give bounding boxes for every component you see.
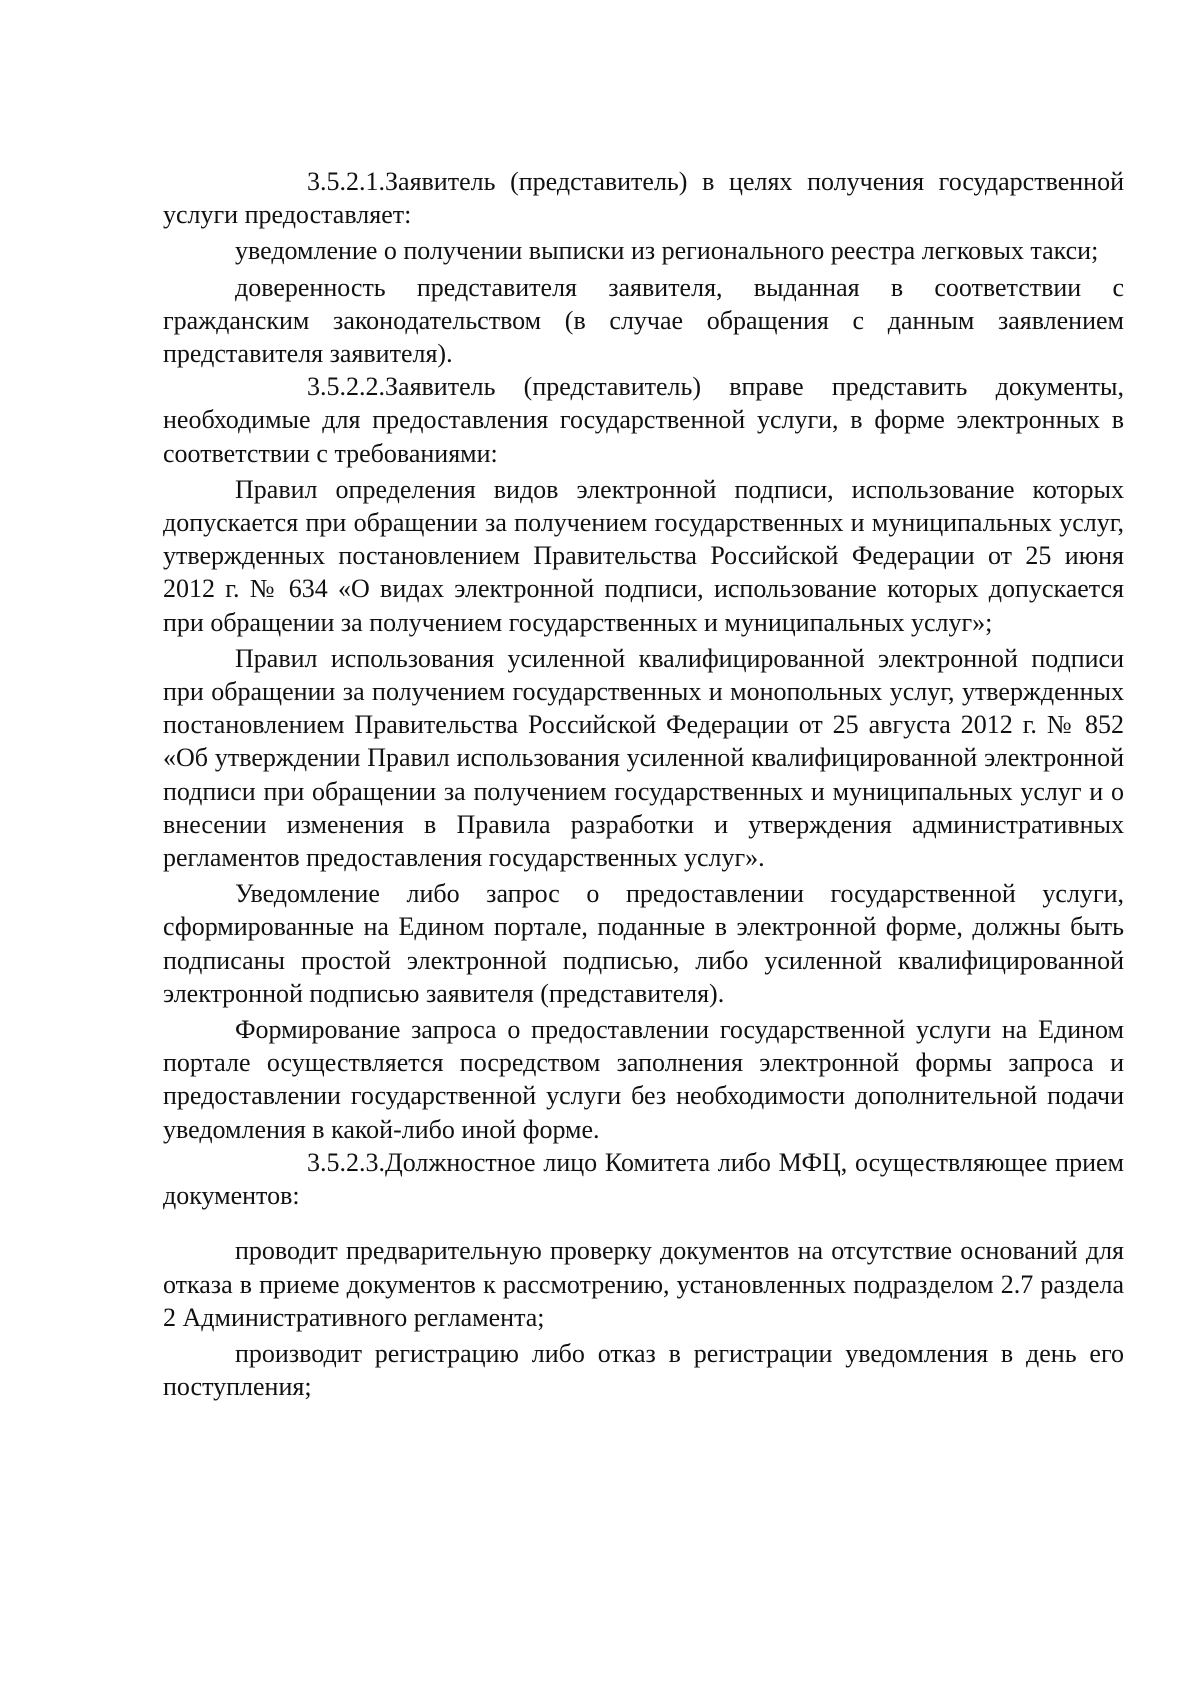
list-item-notification bbox=[163, 234, 1124, 267]
paragraph-3-5-2-2 bbox=[163, 370, 1124, 470]
list-item-rules-signature-types bbox=[163, 473, 1124, 639]
paragraph-text: Правил использования усиленной квалифицированной электронной подписи при обращении за получением государственных и монопольных услуг, утвержденных постановлением Правительства Российской Федерации от 25 августа 2012 г. № 852 «Об утверждении Правил использования усиленной квалифицированной электронной подписи при обращении за получением государственных и муниципальных услуг и о внесении изменения в Правила разработки и утверждения административных регламентов предоставления государственных услуг». bbox=[163, 643, 1124, 873]
paragraph-3-5-2-3 bbox=[163, 1146, 1124, 1212]
paragraph-text: проводит предварительную проверку документов на отсутствие оснований для отказа в приеме документов к рассмотрению, установленных подразделом 2.7 раздела 2 Административного регламента; bbox=[163, 1236, 1124, 1332]
paragraph-text: производит регистрацию либо отказ в регистрации уведомления в день его поступления; bbox=[163, 1338, 1124, 1402]
paragraph-text: Заявитель (представитель) в целях получения государственной услуги предоставляет: bbox=[163, 167, 1124, 230]
paragraph-3-5-2-1 bbox=[163, 165, 1124, 231]
paragraph-text: Должностное лицо Комитета либо МФЦ, осуществляющее прием документов: bbox=[163, 1147, 1124, 1211]
paragraph-request-forming bbox=[163, 1013, 1124, 1146]
paragraph-text: Формирование запроса о предоставлении государственной услуги на Едином портале осуществляется посредством заполнения электронной формы запроса и предоставлении государственной услуги без необходимости дополнительной подачи уведомления в какой-либо иной форме. bbox=[163, 1015, 1124, 1144]
document-body bbox=[163, 165, 1124, 1403]
paragraph-text: доверенность представителя заявителя, выданная в соответствии с гражданским законодательством (в случае обращения с данным заявлением представителя заявителя). bbox=[163, 272, 1124, 369]
paragraph-text: Уведомление либо запрос о предоставлении государственной услуги, сформированные на Едином портале, поданные в электронной форме, должны быть подписаны простой электронной подписью, либо усиленной квалифицированной электронной подписью заявителя (представителя). bbox=[163, 879, 1124, 1008]
paragraph-text: Заявитель (представитель) вправе представить документы, необходимые для предоставления государственной услуги, в форме электронных в соответствии с требованиями: bbox=[163, 372, 1124, 468]
list-item-power-of-attorney bbox=[163, 271, 1124, 371]
paragraph-text: уведомление о получении выписки из регионального реестра легковых такси; bbox=[235, 236, 1099, 266]
paragraph-notification-signing bbox=[163, 877, 1124, 1010]
clause-number: 3.5.2.2. bbox=[307, 372, 385, 402]
paragraph-text: Правил определения видов электронной подписи, использование которых допускается при обращении за получением государственных и муниципальных услуг, утвержденных постановлением Правительства Российской Федерации от 25 июня 2012 г. № 634 «О видах электронной подписи, использование которых допускается при обращении за получением государственных и муниципальных услуг»; bbox=[163, 474, 1124, 637]
clause-number: 3.5.2.1. bbox=[307, 167, 385, 196]
list-item-registration bbox=[163, 1337, 1124, 1403]
list-item-rules-qualified-signature bbox=[163, 642, 1124, 874]
list-item-preliminary-check bbox=[163, 1234, 1124, 1334]
clause-number: 3.5.2.3. bbox=[307, 1147, 385, 1177]
